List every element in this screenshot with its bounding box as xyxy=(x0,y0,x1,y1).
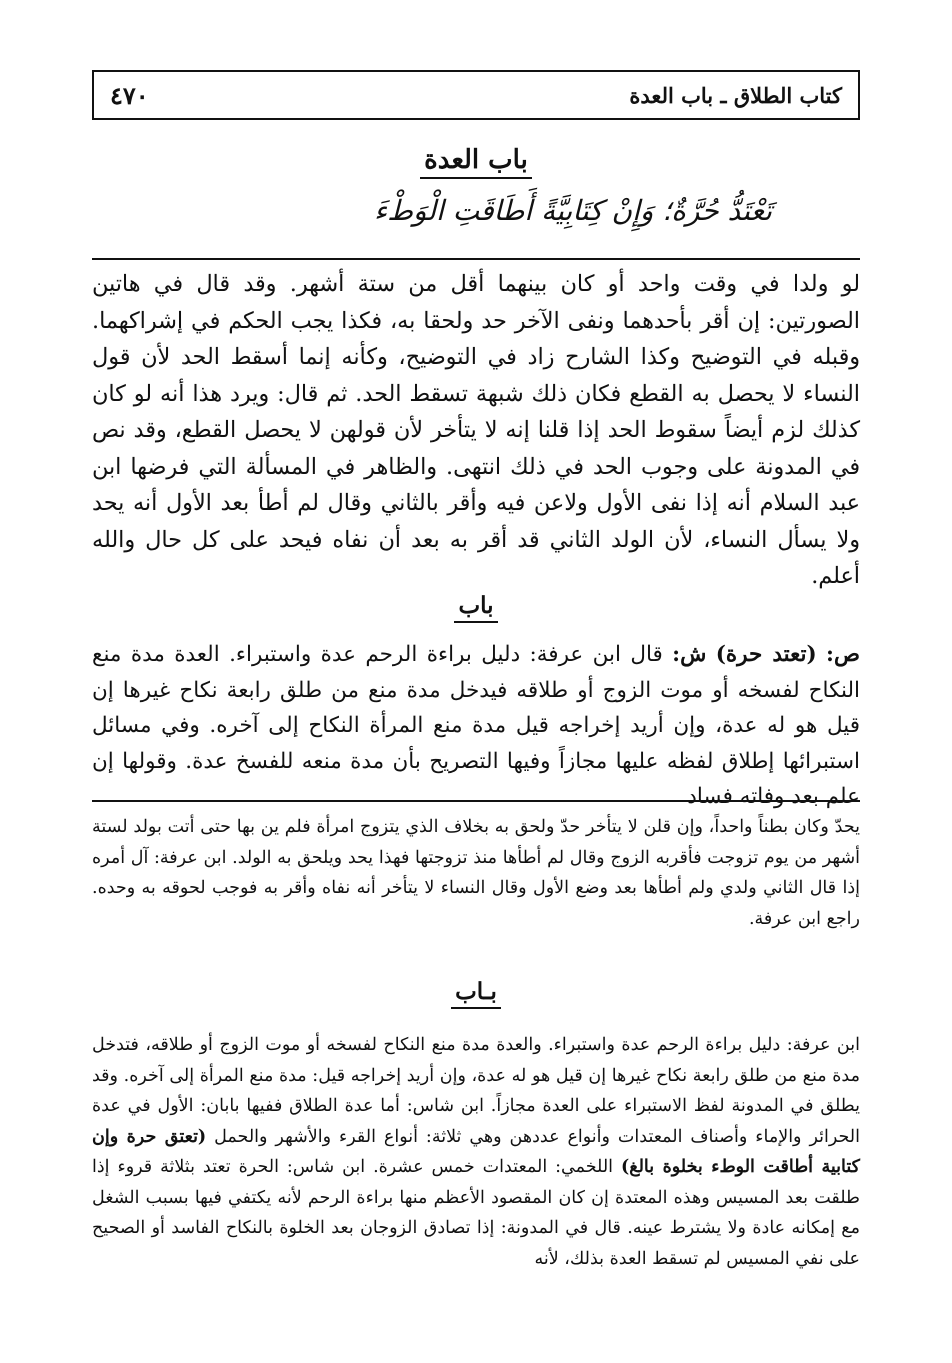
commentary-paragraph xyxy=(92,266,860,595)
running-title: كتاب الطلاق ـ باب العدة xyxy=(629,82,842,108)
section2-text: قال ابن عرفة: دليل براءة الرحم عدة واستبراء. العدة مدة منع النكاح لفسخه أو موت الزوج أو طلاقه فيدخل مدة منع من طلق رابعة نكاح غيرها إن قيل هو له عدة، وإن أريد إخراجه قيل مدة منع المرأة النكاح إلى آخره. وفي مسائل استبرائها إطلاق لفظه عليها مجازاً وفيها التصريح بأن مدة منعه للفسخ عدة. وقولها إن علم بعد وفاته فساد xyxy=(92,642,860,809)
section2-lead-matn: (تعتد حرة) xyxy=(715,642,817,667)
chapter-title-text: باب العدة xyxy=(420,145,532,179)
footnote-divider xyxy=(92,800,860,802)
section2-lead-label: ص: xyxy=(826,642,860,667)
divider-top xyxy=(92,258,860,260)
section3-heading-text: بـاب xyxy=(451,978,501,1009)
page-number: ٤٧٠ xyxy=(110,80,149,110)
chapter-title xyxy=(92,145,860,175)
section3-bold-matn: (تعتق حرة وإن كتابية أطاقت الوطء بخلوة بالغ) xyxy=(92,1126,860,1177)
section2-lead-sharh: ش: xyxy=(672,642,707,667)
running-header xyxy=(92,70,860,120)
section3-heading xyxy=(92,978,860,1005)
section2-paragraph xyxy=(92,637,860,815)
section2-heading-text: باب xyxy=(454,592,497,623)
commentary-text: لو ولدا في وقت واحد أو كان بينهما أقل من ستة أشهر. وقد قال في هاتين الصورتين: إن أقر بأحدهما ونفى الآخر حد ولحقا به، فكذا يجب الحكم في إشراكهما. وقبله في التوضيح وكذا الشارح زاد في التوضيح، وكأنه إنما أسقط الحد لأن قول النساء لا يحصل به القطع فكان ذلك شبهة تسقط الحد. ثم قال: ويرد هذا أنه لو كان كذلك لزم أيضاً سقوط الحد إذا قلنا إنه لا يتأخر لأن قولهن لا يحصل القطع، وقد نص في المدونة على وجوب الحد في ذلك انتهى. والظاهر في المسألة التي فرضها ابن عبد السلام أنه إذا نفى الأول ولاعن فيه وأقر بالثاني وقال لم أطأ بعد الأول أنه يحد ولا يسأل النساء، لأن الولد الثاني قد أقر به بعد أن نفاه فيحد على كل حال والله أعلم. xyxy=(92,271,860,589)
section3-paragraph xyxy=(92,1030,860,1274)
section3-text-before: ابن عرفة: دليل براءة الرحم عدة واستبراء. والعدة مدة منع النكاح لفسخه أو موت الزوج أو طلاقه، فتدخل مدة منع من طلق رابعة نكاح غيرها إن قيل هو له عدة، وإن أريد إخراجه قيل: مدة منع المرأة إلى آخره. وقد يطلق في المدونة لفظ الاستبراء على العدة مجازاً. ابن شاس: أما عدة الطلاق ففيها بابان: الأول في عدة الحرائر والإماء وأصناف المعتدات وأنواع عددهن وهي ثلاثة: أنواع القرء والأشهر والحمل xyxy=(92,1035,860,1147)
section3-text-after: اللخمي: المعتدات خمس عشرة. ابن شاس: الحرة تعتد بثلاثة قروء إذا طلقت بعد المسيس وهذه المعتدة إن كان المقصود الأعظم منها براءة الرحم لأنه يكتفي فيها بسبب الشغل مع إمكانه عادة ولا يشترط عينه. قال في المدونة: إذا تصادق الزوجان بعد الخلوة بالنكاح الفاسد أو الصحيح على نفي المسيس لم تسقط العدة بذلك، لأنه xyxy=(92,1157,860,1269)
footnote-paragraph xyxy=(92,812,860,934)
section2-heading xyxy=(92,592,860,619)
matn-line: تَعْتَدُّ حُرَّةٌ؛ وَإِنْ كِتَابِيَّةً أَطَاقَتِ الْوَطْءَ xyxy=(373,194,772,227)
footnote-text: يحدّ وكان بطناً واحداً، وإن قلن لا يتأخر حدّ ولحق به بخلاف الذي يتزوج امرأة فلم ين بها حتى أتت بولد لستة أشهر من يوم تزوجت فأقربه الزوج وقال لم أطأها منذ تزوجتها فهذا يحد ويلحق به الولد. ابن عرفة: آل أمره إذا قال الثاني ولدي ولم أطأها بعد وضع الأول وقال النساء لا يتأخر أنه نفاه وأقر به فوجب لحوقه به وحده. راجع ابن عرفة. xyxy=(92,817,860,929)
